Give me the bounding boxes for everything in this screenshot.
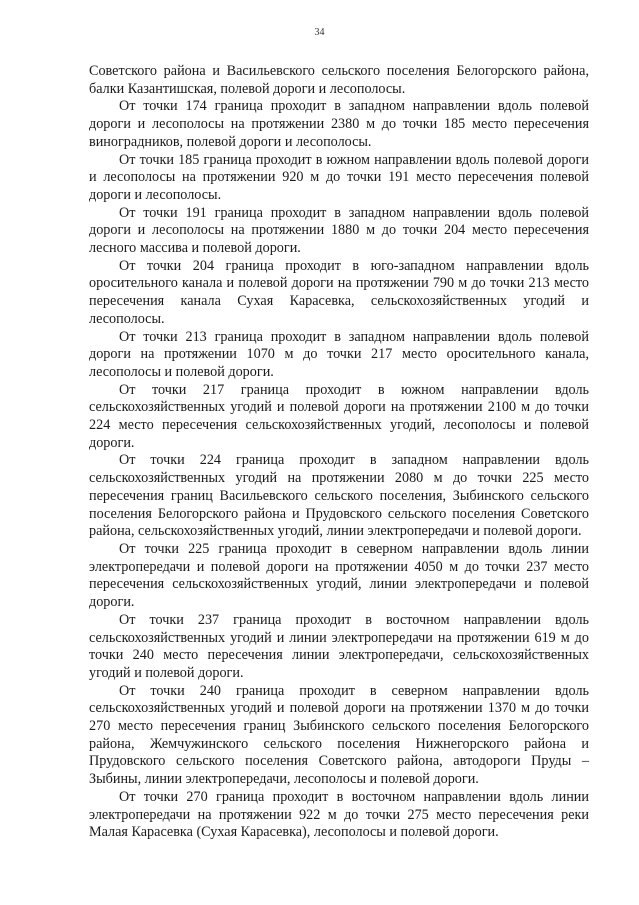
paragraph: От точки 240 граница проходит в северном направлении вдоль сельскохозяйственных угодий и полевой дороги на протяжении 1370 м до точки 270 место пересечения границ Зыбинского сельского поселения Белогорского района, Жемчужинского сельского поселения Нижнегорского района и Прудовского сельского поселения Советского района, автодороги Пруды – Зыбины, линии электропередачи, лесополосы и полевой дороги.: [89, 682, 589, 788]
paragraph: Советского района и Васильевского сельского поселения Белогорского района, балки Казантишская, полевой дороги и лесополосы.: [89, 63, 589, 97]
paragraph: От точки 204 граница проходит в юго-западном направлении вдоль оросительного канала и полевой дороги на протяжении 790 м до точки 213 место пересечения канала Сухая Карасевка, сельскохозяйственных угодий и лесополосы.: [89, 257, 589, 327]
paragraph: От точки 213 граница проходит в западном направлении вдоль полевой дороги на протяжении 1070 м до точки 217 место оросительного канала, лесополосы и полевой дороги.: [89, 328, 589, 380]
paragraph: От точки 237 граница проходит в восточном направлении вдоль сельскохозяйственных угодий и линии электропередачи на протяжении 619 м до точки 240 место пересечения линии электропередачи, сельскохозяйственных угодий и полевой дороги.: [89, 611, 589, 681]
paragraph: От точки 224 граница проходит в западном направлении вдоль сельскохозяйственных угодий на протяжении 2080 м до точки 225 место пересечения границ Васильевского сельского поселения, Зыбинского сельского поселения Белогорского района и Прудовского сельского поселения Советского района, сельскохозяйственных угодий, линии электропередачи и полевой дороги.: [89, 452, 589, 540]
paragraph: От точки 185 граница проходит в южном направлении вдоль полевой дороги и лесополосы на протяжении 920 м до точки 191 место пересечения полевой дороги и лесополосы.: [89, 151, 589, 203]
paragraph: От точки 217 граница проходит в южном направлении вдоль сельскохозяйственных угодий и полевой дороги на протяжении 2100 м до точки 224 место пересечения сельскохозяйственных угодий, лесополосы и полевой дороги.: [89, 381, 589, 451]
paragraph: От точки 225 граница проходит в северном направлении вдоль линии электропередачи и полевой дороги на протяжении 4050 м до точки 237 место пересечения сельскохозяйственных угодий, линии электропередачи и полевой дороги.: [89, 540, 589, 611]
paragraph: От точки 270 граница проходит в восточном направлении вдоль линии электропередачи на протяжении 922 м до точки 275 место пересечения реки Малая Карасевка (Сухая Карасевка), лесополосы и полевой дороги.: [89, 788, 589, 841]
document-body: [89, 63, 589, 842]
page-number: 34: [314, 27, 325, 38]
paragraph: От точки 191 граница проходит в западном направлении вдоль полевой дороги и лесополосы на протяжении 1880 м до точки 204 место пересечения лесного массива и полевой дороги.: [89, 204, 589, 257]
paragraph: От точки 174 граница проходит в западном направлении вдоль полевой дороги и лесополосы на протяжении 2380 м до точки 185 место пересечения виноградников, полевой дороги и лесополосы.: [89, 98, 589, 150]
